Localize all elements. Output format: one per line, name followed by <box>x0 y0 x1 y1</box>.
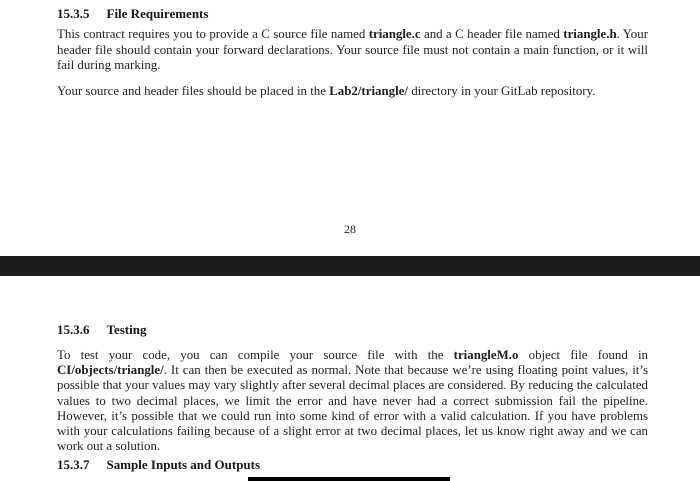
section-title: Testing <box>106 322 147 337</box>
section-title: File Requirements <box>106 6 209 21</box>
section-heading-sample-inputs-outputs <box>57 457 260 473</box>
section-heading-testing <box>57 322 146 338</box>
paragraph-testing: To test your code, you can compile your source file with the triangleM.o object file found in CI/objects/triangle/. It can then be executed as normal. Note that because we’re using floating point values, it’s possible that your values may vary slightly after several decimal places are considered. By reducing the calculated values to two decimal places, we limit the error and have never had a correct submission fail the pipeline. However, it’s possible that we could run into some kind of error with a valid calculation. If you have problems with your calculations failing because of a slight error at two decimal places, let us know right away and we can work out a solution. <box>57 348 648 454</box>
page-number: 28 <box>344 222 356 236</box>
page-separator <box>0 256 700 276</box>
table-top-rule <box>248 477 450 481</box>
section-heading-file-requirements <box>57 6 208 22</box>
paragraph-file-requirements-2: Your source and header files should be placed in the Lab2/triangle/ directory in your GitLab repository. <box>57 84 596 98</box>
section-number: 15.3.6 <box>57 322 90 337</box>
paragraph-file-requirements-1: This contract requires you to provide a C source file named triangle.c and a C header file named triangle.h. Your header file should contain your forward declarations. Your source file must not contain a main function, or it will fail during marking. <box>57 27 648 72</box>
section-title: Sample Inputs and Outputs <box>106 457 261 472</box>
section-number: 15.3.7 <box>57 457 90 472</box>
section-number: 15.3.5 <box>57 6 90 21</box>
